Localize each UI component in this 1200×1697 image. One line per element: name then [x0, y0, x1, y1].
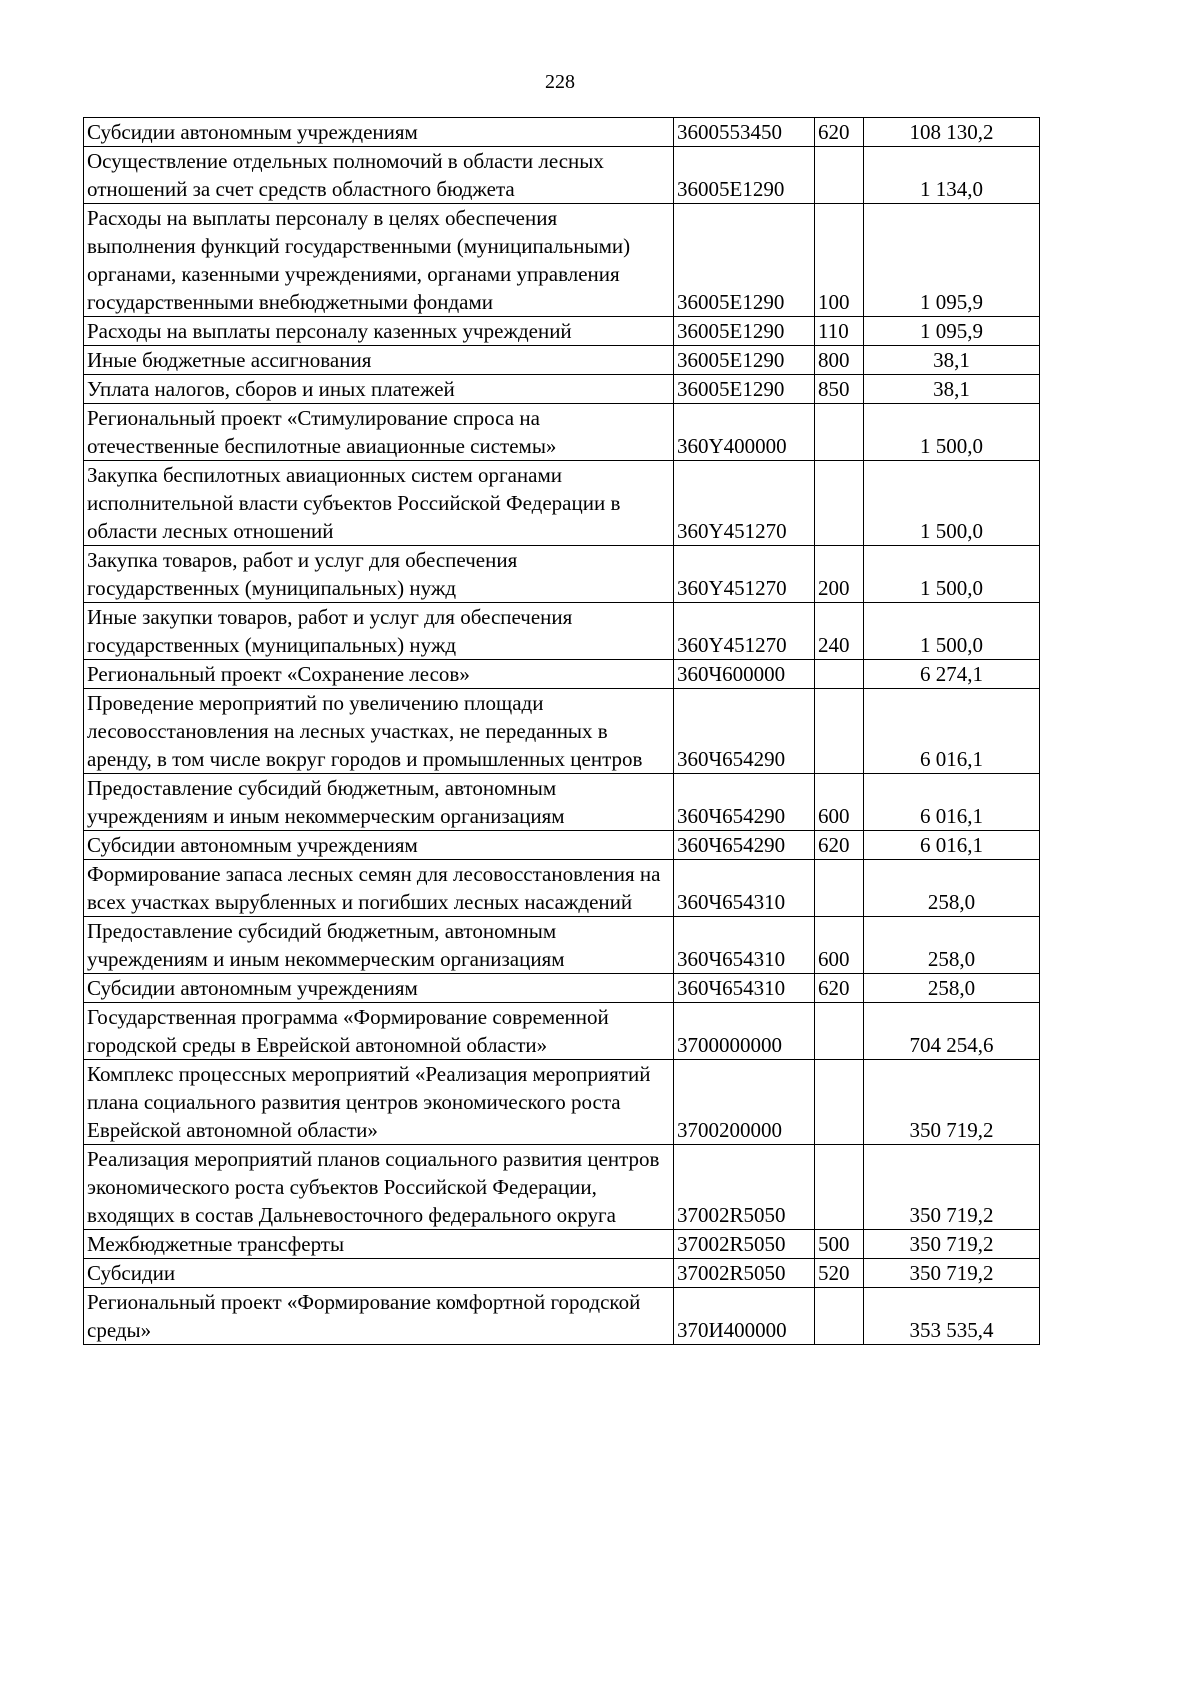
table-row [84, 118, 1040, 147]
table-row [84, 974, 1040, 1003]
amount-cell: 1 500,0 [864, 603, 1040, 660]
amount-cell: 1 500,0 [864, 461, 1040, 546]
expense-type-cell [815, 1145, 864, 1230]
target-code-cell: 3600553450 [674, 118, 815, 147]
expense-type-cell: 800 [815, 346, 864, 375]
amount-cell: 6 274,1 [864, 660, 1040, 689]
expense-type-cell: 600 [815, 774, 864, 831]
target-code-cell: 36005Е1290 [674, 317, 815, 346]
expense-type-cell [815, 1288, 864, 1345]
target-code-cell: 3700000000 [674, 1003, 815, 1060]
table-row [84, 1003, 1040, 1060]
expense-name-cell: Государственная программа «Формирование современной городской среды в Еврейской автономной области» [84, 1003, 674, 1060]
table-row [84, 1145, 1040, 1230]
target-code-cell: 360Ч654290 [674, 689, 815, 774]
expense-type-cell [815, 1060, 864, 1145]
expense-name-cell: Региональный проект «Формирование комфортной городской среды» [84, 1288, 674, 1345]
amount-cell: 108 130,2 [864, 118, 1040, 147]
amount-cell: 704 254,6 [864, 1003, 1040, 1060]
expense-name-cell: Комплекс процессных мероприятий «Реализация мероприятий плана социального развития центров экономического роста Еврейской автономной области» [84, 1060, 674, 1145]
expense-name-cell: Расходы на выплаты персоналу казенных учреждений [84, 317, 674, 346]
table-row [84, 461, 1040, 546]
expense-type-cell [815, 689, 864, 774]
amount-cell: 1 095,9 [864, 204, 1040, 317]
amount-cell: 6 016,1 [864, 831, 1040, 860]
amount-cell: 1 500,0 [864, 404, 1040, 461]
amount-cell: 353 535,4 [864, 1288, 1040, 1345]
expense-name-cell: Уплата налогов, сборов и иных платежей [84, 375, 674, 404]
expense-name-cell: Иные закупки товаров, работ и услуг для обеспечения государственных (муниципальных) нужд [84, 603, 674, 660]
amount-cell: 350 719,2 [864, 1060, 1040, 1145]
amount-cell: 6 016,1 [864, 689, 1040, 774]
expense-type-cell: 500 [815, 1230, 864, 1259]
expense-name-cell: Закупка товаров, работ и услуг для обеспечения государственных (муниципальных) нужд [84, 546, 674, 603]
target-code-cell: 360Ч654290 [674, 831, 815, 860]
expense-name-cell: Межбюджетные трансферты [84, 1230, 674, 1259]
amount-cell: 1 500,0 [864, 546, 1040, 603]
expense-type-cell: 200 [815, 546, 864, 603]
target-code-cell: 360Ч654310 [674, 860, 815, 917]
table-row [84, 1230, 1040, 1259]
table-row [84, 1259, 1040, 1288]
expense-type-cell [815, 147, 864, 204]
target-code-cell: 37002R5050 [674, 1230, 815, 1259]
amount-cell: 6 016,1 [864, 774, 1040, 831]
expense-name-cell: Осуществление отдельных полномочий в области лесных отношений за счет средств областного бюджета [84, 147, 674, 204]
expense-type-cell [815, 461, 864, 546]
expense-type-cell [815, 860, 864, 917]
target-code-cell: 360Ч654310 [674, 917, 815, 974]
amount-cell: 1 134,0 [864, 147, 1040, 204]
target-code-cell: 3700200000 [674, 1060, 815, 1145]
expense-type-cell: 620 [815, 118, 864, 147]
table-row [84, 831, 1040, 860]
target-code-cell: 37002R5050 [674, 1145, 815, 1230]
expense-type-cell: 110 [815, 317, 864, 346]
target-code-cell: 360Y451270 [674, 603, 815, 660]
target-code-cell: 36005Е1290 [674, 147, 815, 204]
table-row [84, 917, 1040, 974]
expense-name-cell: Закупка беспилотных авиационных систем органами исполнительной власти субъектов Российской Федерации в области лесных отношений [84, 461, 674, 546]
page-number: 228 [545, 71, 575, 93]
table-row [84, 317, 1040, 346]
target-code-cell: 36005Е1290 [674, 375, 815, 404]
target-code-cell: 360Y400000 [674, 404, 815, 461]
table-row [84, 346, 1040, 375]
table-row [84, 375, 1040, 404]
expense-name-cell: Предоставление субсидий бюджетным, автономным учреждениям и иным некоммерческим организациям [84, 774, 674, 831]
table-row [84, 1060, 1040, 1145]
expense-name-cell: Проведение мероприятий по увеличению площади лесовосстановления на лесных участках, не переданных в аренду, в том числе вокруг городов и промышленных центров [84, 689, 674, 774]
table-row [84, 660, 1040, 689]
amount-cell: 350 719,2 [864, 1145, 1040, 1230]
expense-name-cell: Предоставление субсидий бюджетным, автономным учреждениям и иным некоммерческим организациям [84, 917, 674, 974]
expense-type-cell: 620 [815, 974, 864, 1003]
target-code-cell: 360Ч600000 [674, 660, 815, 689]
expense-type-cell: 240 [815, 603, 864, 660]
expense-name-cell: Региональный проект «Сохранение лесов» [84, 660, 674, 689]
expense-name-cell: Региональный проект «Стимулирование спроса на отечественные беспилотные авиационные системы» [84, 404, 674, 461]
amount-cell: 258,0 [864, 860, 1040, 917]
budget-table-body [84, 118, 1040, 1345]
amount-cell: 258,0 [864, 974, 1040, 1003]
target-code-cell: 36005Е1290 [674, 204, 815, 317]
expense-type-cell [815, 1003, 864, 1060]
table-row [84, 860, 1040, 917]
expense-name-cell: Субсидии [84, 1259, 674, 1288]
table-row [84, 1288, 1040, 1345]
expense-name-cell: Формирование запаса лесных семян для лесовосстановления на всех участках вырубленных и погибших лесных насаждений [84, 860, 674, 917]
target-code-cell: 360Y451270 [674, 546, 815, 603]
expense-name-cell: Субсидии автономным учреждениям [84, 118, 674, 147]
target-code-cell: 36005Е1290 [674, 346, 815, 375]
table-row [84, 689, 1040, 774]
amount-cell: 38,1 [864, 346, 1040, 375]
amount-cell: 258,0 [864, 917, 1040, 974]
table-row [84, 546, 1040, 603]
table-row [84, 774, 1040, 831]
target-code-cell: 360Ч654290 [674, 774, 815, 831]
amount-cell: 1 095,9 [864, 317, 1040, 346]
expense-type-cell: 100 [815, 204, 864, 317]
expense-name-cell: Расходы на выплаты персоналу в целях обеспечения выполнения функций государственными (муниципальными) органами, казенными учреждениями, органами управления государственными внебюджетными фондами [84, 204, 674, 317]
table-row [84, 603, 1040, 660]
table-row [84, 147, 1040, 204]
expense-type-cell: 850 [815, 375, 864, 404]
amount-cell: 38,1 [864, 375, 1040, 404]
amount-cell: 350 719,2 [864, 1259, 1040, 1288]
expense-type-cell: 520 [815, 1259, 864, 1288]
table-row [84, 204, 1040, 317]
expense-name-cell: Субсидии автономным учреждениям [84, 974, 674, 1003]
target-code-cell: 360Y451270 [674, 461, 815, 546]
amount-cell: 350 719,2 [864, 1230, 1040, 1259]
expense-type-cell: 600 [815, 917, 864, 974]
target-code-cell: 370И400000 [674, 1288, 815, 1345]
table-row [84, 404, 1040, 461]
expense-name-cell: Субсидии автономным учреждениям [84, 831, 674, 860]
target-code-cell: 37002R5050 [674, 1259, 815, 1288]
target-code-cell: 360Ч654310 [674, 974, 815, 1003]
expense-name-cell: Реализация мероприятий планов социального развития центров экономического роста субъектов Российской Федерации, входящих в состав Дальневосточного федерального округа [84, 1145, 674, 1230]
expense-type-cell [815, 660, 864, 689]
expense-type-cell: 620 [815, 831, 864, 860]
expense-type-cell [815, 404, 864, 461]
budget-table [83, 117, 1040, 1345]
expense-name-cell: Иные бюджетные ассигнования [84, 346, 674, 375]
